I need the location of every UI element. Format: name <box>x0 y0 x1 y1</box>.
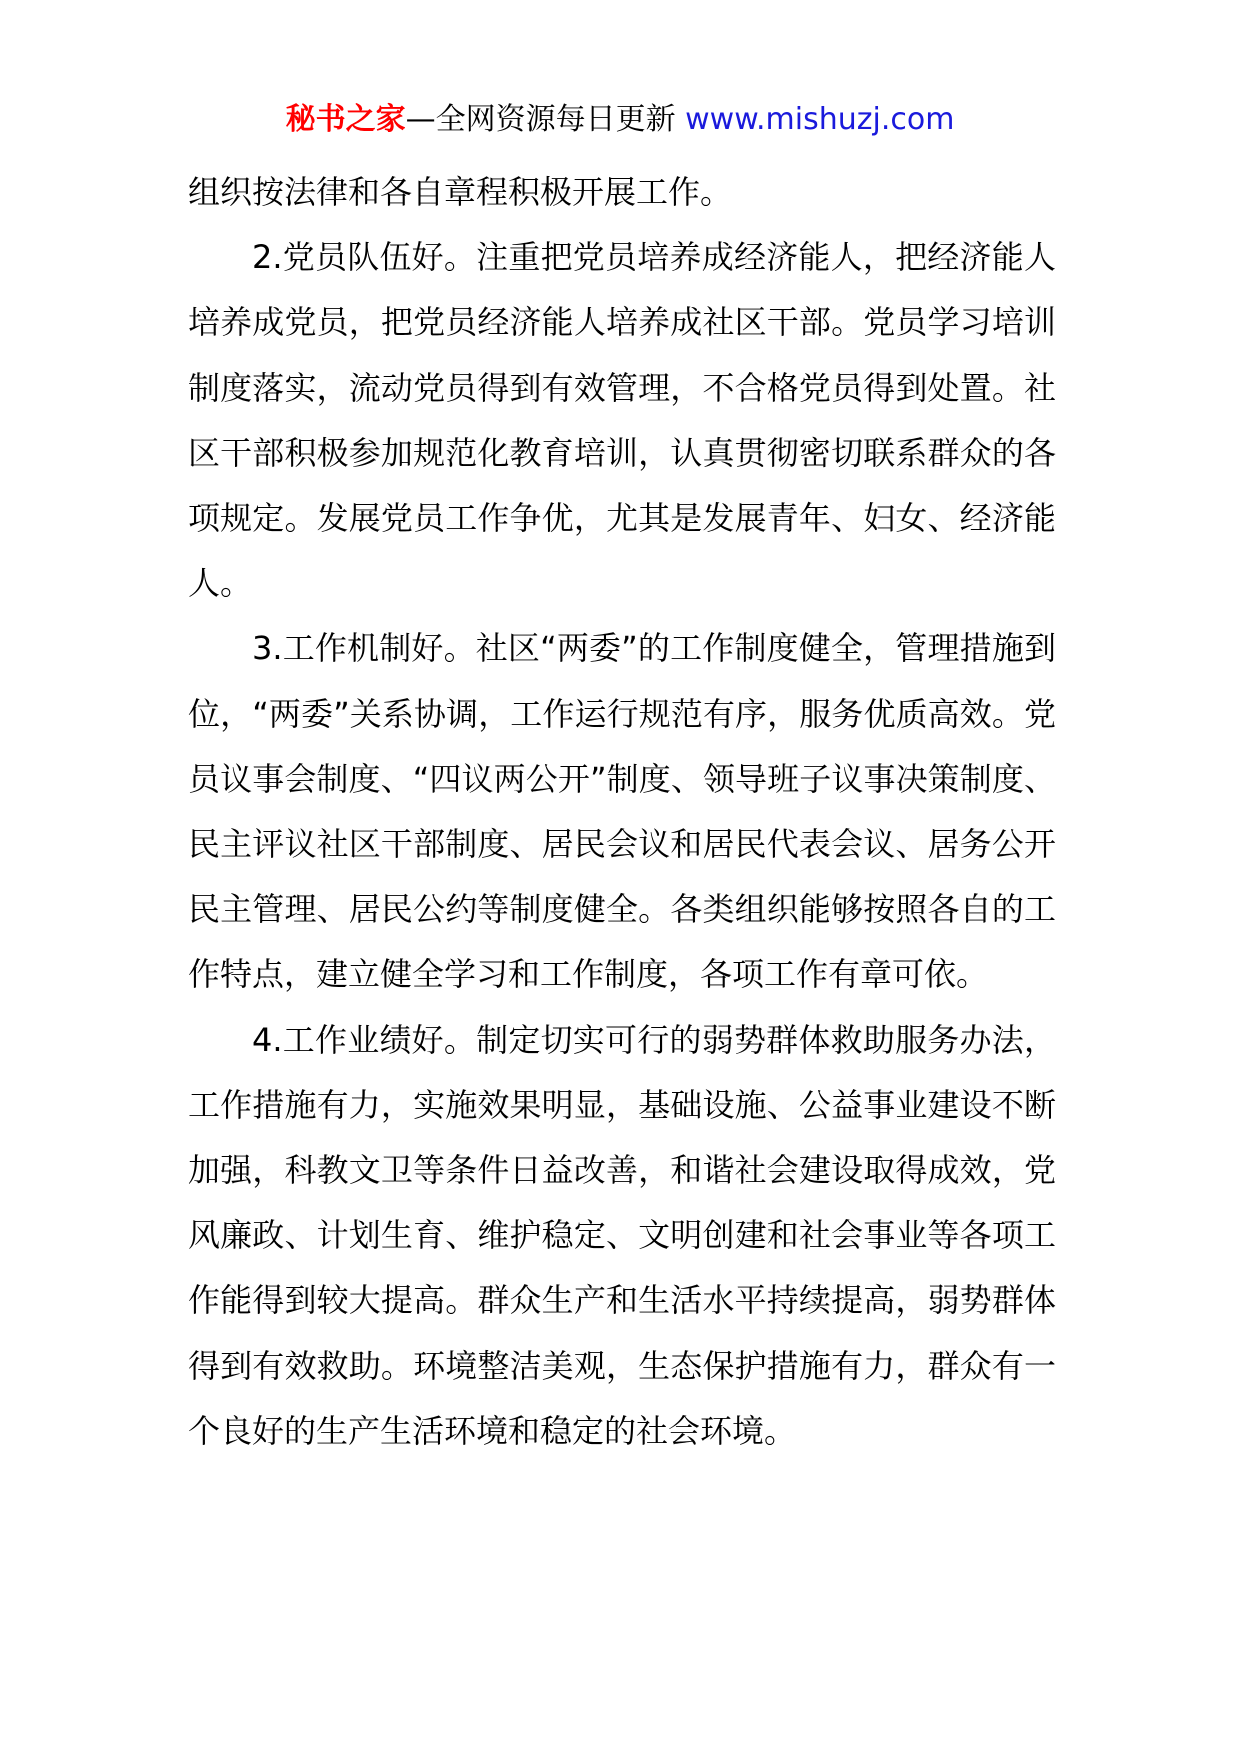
paragraph-party-members: 2.党员队伍好。注重把党员培养成经济能人，把经济能人培养成党员，把党员经济能人培养成社区干部。党员学习培训制度落实，流动党员得到有效管理，不合格党员得到处置。社区干部积极参加规范化教育培训，认真贯彻密切联系群众的各项规定。发展党员工作争优，尤其是发展青年、妇女、经济能人。 <box>188 238 1056 603</box>
paragraph-work-mechanism: 3.工作机制好。社区“两委”的工作制度健全，管理措施到位，“两委”关系协调，工作运行规范有序，服务优质高效。党员议事会制度、“四议两公开”制度、领导班子议事决策制度、民主评议社区干部制度、居民会议和居民代表会议、居务公开民主管理、居民公约等制度健全。各类组织能够按照各自的工作特点，建立健全学习和工作制度，各项工作有章可依。 <box>188 629 1056 994</box>
site-url-link[interactable]: www.mishuzj.com <box>685 102 955 137</box>
document-body <box>188 160 1056 1464</box>
paragraph-continuation: 组织按法律和各自章程积极开展工作。 <box>188 173 733 211</box>
site-tagline: —全网资源每日更新 <box>405 102 686 137</box>
site-brand: 秘书之家 <box>285 102 406 137</box>
paragraph-work-performance: 4.工作业绩好。制定切实可行的弱势群体救助服务办法，工作措施有力，实施效果明显，基础设施、公益事业建设不断加强，科教文卫等条件日益改善，和谐社会建设取得成效，党风廉政、计划生育、维护稳定、文明创建和社会事业等各项工作能得到较大提高。群众生产和生活水平持续提高，弱势群体得到有效救助。环境整洁美观，生态保护措施有力，群众有一个良好的生产生活环境和稳定的社会环境。 <box>188 1020 1056 1450</box>
site-header <box>0 98 1240 142</box>
